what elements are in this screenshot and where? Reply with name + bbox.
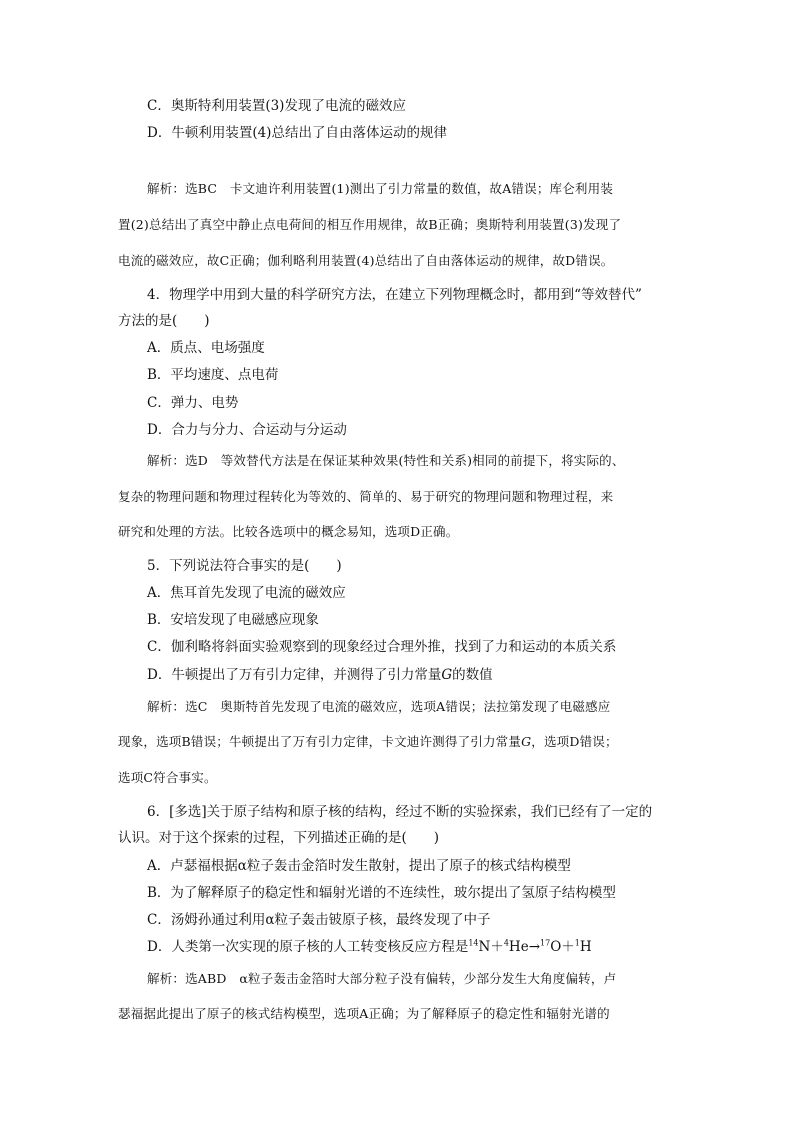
q3-answer-line-2: 置(2)总结出了真空中静止点电荷间的相互作用规律，故B正确；奥斯特利用装置(3)发现了 bbox=[118, 217, 622, 232]
nitrogen-symbol: N bbox=[478, 939, 491, 955]
o-mass-number: 17 bbox=[540, 938, 551, 948]
n-mass-number: 14 bbox=[468, 938, 479, 948]
q4-option-b: B．平均速度、点电荷 bbox=[147, 367, 279, 383]
q3-option-c: C．奥斯特利用装置(3)发现了电流的磁效应 bbox=[147, 98, 406, 114]
q5-answer-line-3: 选项C符合事实。 bbox=[118, 770, 217, 785]
q5-answer-line-2 bbox=[118, 733, 618, 751]
q5-option-b: B．安培发现了电磁感应现象 bbox=[147, 612, 319, 628]
q4-answer-line-1: 解析：选D 等效替代方法是在保证某种效果(特性和关系)相同的前提下，将实际的、 bbox=[147, 453, 625, 468]
q6-answer-line-1: 解析：选ABD α粒子轰击金箔时大部分粒子没有偏转，少部分发生大角度偏转，卢 bbox=[147, 971, 617, 986]
nuclear-equation bbox=[468, 939, 591, 955]
reaction-arrow: → bbox=[528, 939, 540, 955]
q5-option-d-var: G bbox=[441, 667, 453, 683]
helium-symbol: He bbox=[508, 939, 529, 955]
q3-answer-line-1: 解析：选BC 卡文迪许利用装置(1)测出了引力常量的数值，故A错误；库仑利用装 bbox=[147, 181, 614, 196]
q5-option-d bbox=[147, 666, 493, 684]
q4-option-a: A．质点、电场强度 bbox=[147, 340, 265, 356]
plus-sign-2: ＋ bbox=[561, 939, 575, 955]
q4-stem-line-2: 方法的是( ) bbox=[118, 313, 210, 329]
q4-answer-line-3: 研究和处理的方法。比较各选项中的概念易知，选项D正确。 bbox=[118, 524, 459, 539]
q5-option-d-text: D．牛顿提出了万有引力定律，并测得了引力常量 bbox=[147, 667, 442, 683]
q5-answer-line-1: 解析：选C 奥斯特首先发现了电流的磁效应，选项A错误；法拉第发现了电磁感应 bbox=[147, 699, 611, 714]
h-mass-number: 1 bbox=[574, 938, 580, 948]
q4-option-d: D．合力与分力、合运动与分运动 bbox=[147, 422, 347, 438]
q4-option-c: C．弹力、电势 bbox=[147, 395, 239, 411]
q5-stem: 5．下列说法符合事实的是( ) bbox=[147, 558, 342, 574]
q6-stem-line-2: 认识。对于这个探索的过程，下列描述正确的是( ) bbox=[118, 830, 440, 846]
q3-option-d: D．牛顿利用装置(4)总结出了自由落体运动的规律 bbox=[147, 125, 447, 141]
q6-answer-line-2: 瑟福据此提出了原子的核式结构模型，选项A正确；为了解释原子的稳定性和辐射光谱的 bbox=[118, 1006, 610, 1021]
q6-option-d-text: D．人类第一次实现的原子核的人工转变核反应方程是 bbox=[147, 939, 469, 955]
q3-answer-line-3: 电流的磁效应，故C正确；伽利略利用装置(4)总结出了自由落体运动的规律，故D错误。 bbox=[118, 253, 614, 268]
q5-option-a: A．焦耳首先发现了电流的磁效应 bbox=[147, 585, 346, 601]
q4-answer-line-2: 复杂的物理问题和物理过程转化为等效的、简单的、易于研究的物理问题和物理过程，来 bbox=[118, 489, 614, 504]
q5-answer-line-2-var: G bbox=[521, 734, 532, 749]
q6-stem-line-1: 6．[多选]关于原子结构和原子核的结构，经过不断的实验探索，我们已经有了一定的 bbox=[147, 804, 653, 820]
hydrogen-symbol: H bbox=[579, 939, 592, 955]
q6-option-b: B．为了解释原子的稳定性和辐射光谱的不连续性，玻尔提出了氢原子结构模型 bbox=[147, 885, 616, 901]
q5-option-d-tail: 的数值 bbox=[452, 667, 493, 683]
q6-option-a: A．卢瑟福根据α粒子轰击金箔时发生散射，提出了原子的核式结构模型 bbox=[147, 858, 571, 874]
q6-option-c: C．汤姆孙通过利用α粒子轰击铍原子核，最终发现了中子 bbox=[147, 912, 491, 928]
q5-answer-line-2-text: 现象，选项B错误；牛顿提出了万有引力定律，卡文迪许测得了引力常量 bbox=[118, 734, 522, 749]
plus-sign-1: ＋ bbox=[490, 939, 504, 955]
q4-stem-line-1: 4．物理学中用到大量的科学研究方法，在建立下列物理概念时，都用到“等效替代” bbox=[147, 287, 642, 303]
oxygen-symbol: O bbox=[550, 939, 562, 955]
q5-answer-line-2-tail: ，选项D错误； bbox=[531, 734, 618, 749]
he-mass-number: 4 bbox=[503, 938, 509, 948]
q6-option-d bbox=[147, 938, 592, 956]
q5-option-c: C．伽利略将斜面实验观察到的现象经过合理外推，找到了力和运动的本质关系 bbox=[147, 639, 617, 655]
